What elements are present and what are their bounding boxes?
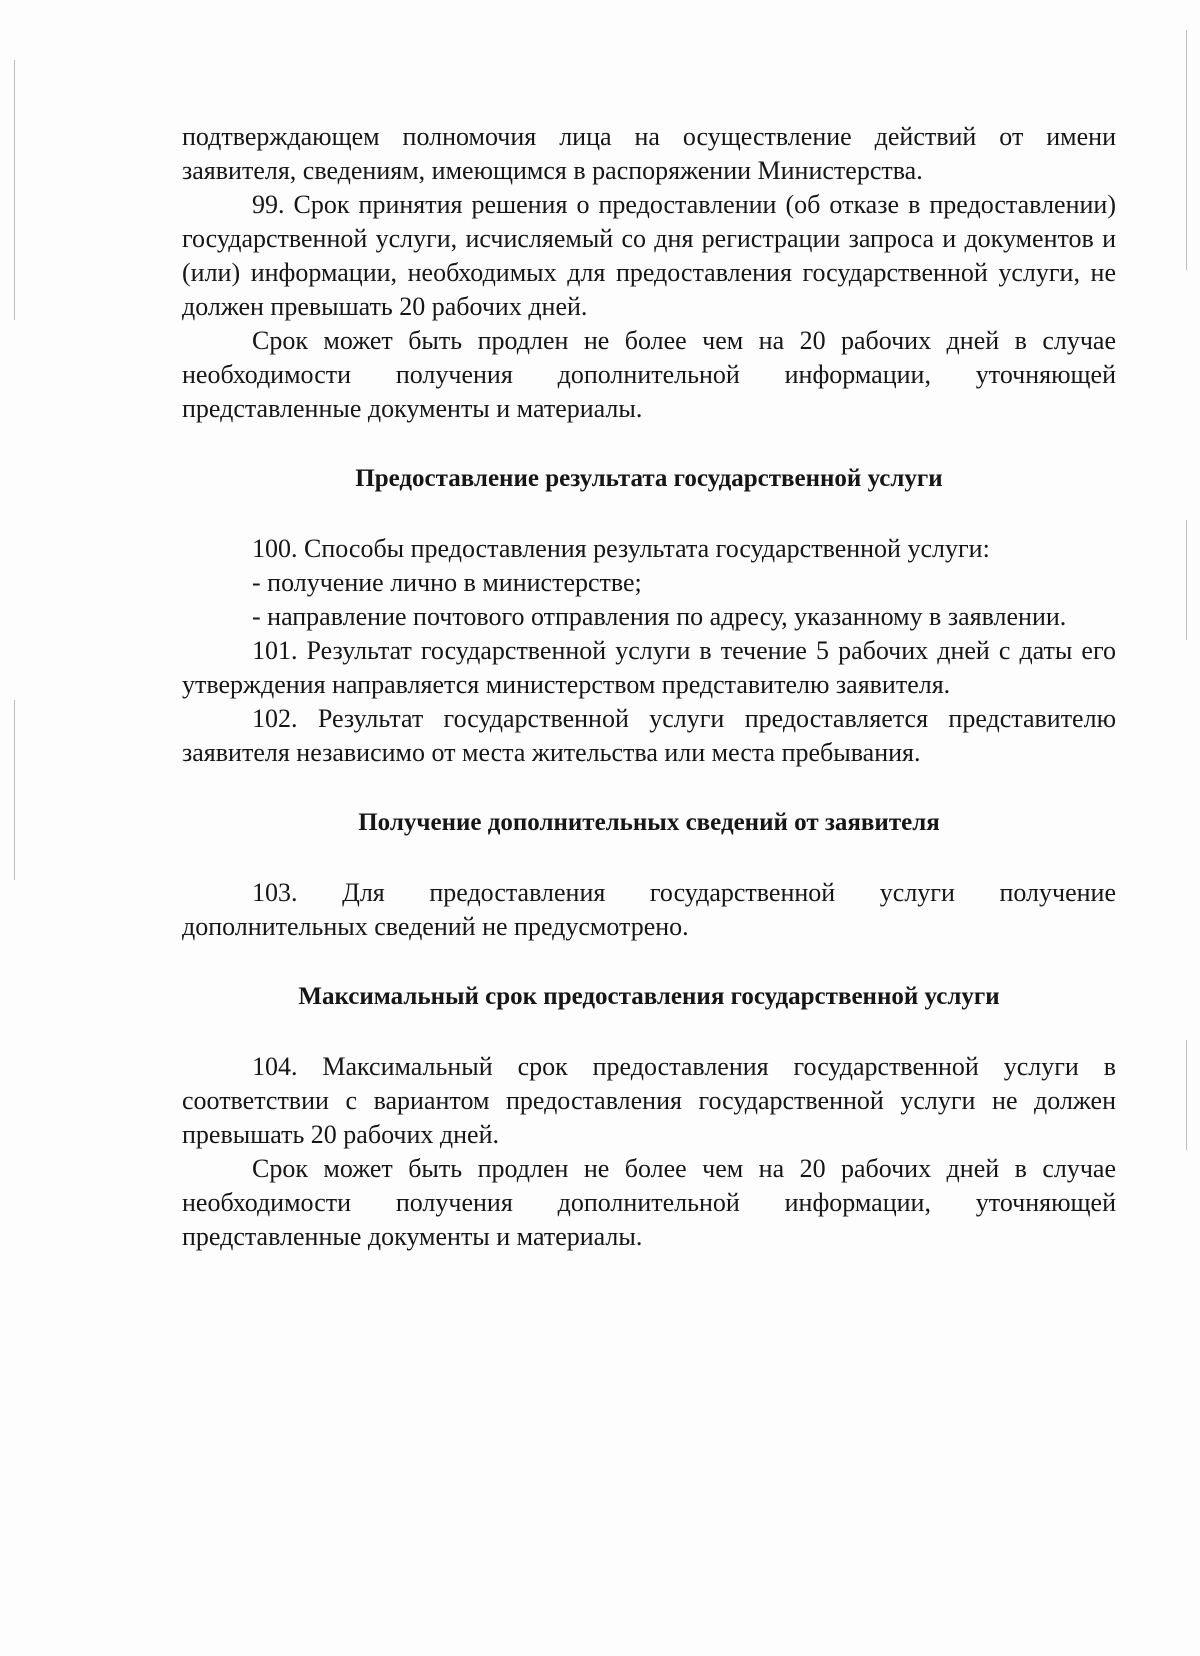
paragraph-104-extension: Срок может быть продлен не более чем на 20 рабочих дней в случае необходимости получения дополнительной информации, уточняющей представленные документы и материалы. <box>182 1154 1116 1251</box>
document-body <box>182 120 1116 1254</box>
paragraph-99-extension: Срок может быть продлен не более чем на 20 рабочих дней в случае необходимости получения дополнительной информации, уточняющей представленные документы и материалы. <box>182 326 1116 423</box>
paragraph-intro: подтверждающем полномочия лица на осуществление действий от имени заявителя, сведениям, имеющимся в распоряжении Министерства. <box>182 122 1116 185</box>
paragraph-99: 99. Срок принятия решения о предоставлении (об отказе в предоставлении) государственной услуги, исчисляемый со дня регистрации запроса и документов и (или) информации, необходимых для предоставления государственной услуги, не должен превышать 20 рабочих дней. <box>182 190 1116 321</box>
paragraph-104: 104. Максимальный срок предоставления государственной услуги в соответствии с вариантом предоставления государственной услуги не должен превышать 20 рабочих дней. <box>182 1052 1116 1149</box>
paragraph-103: 103. Для предоставления государственной услуги получение дополнительных сведений не предусмотрено. <box>182 878 1116 941</box>
heading-result-provision: Предоставление результата государственной услуги <box>355 465 943 492</box>
left-scan-edge-lower <box>14 700 15 880</box>
heading-additional-info: Получение дополнительных сведений от заявителя <box>358 809 940 836</box>
right-scan-edge-lower <box>1186 1040 1187 1150</box>
list-item-postal: - направление почтового отправления по адресу, указанному в заявлении. <box>252 602 1067 631</box>
left-scan-edge <box>14 60 15 320</box>
paragraph-102: 102. Результат государственной услуги предоставляется представителю заявителя независимо от места жительства или места пребывания. <box>182 704 1116 767</box>
paragraph-100: 100. Способы предоставления результата государственной услуги: <box>252 534 990 563</box>
right-scan-edge <box>1186 30 1187 270</box>
heading-max-term: Максимальный срок предоставления государственной услуги <box>298 983 1000 1010</box>
list-item-personal: - получение лично в министерстве; <box>252 568 642 597</box>
right-scan-edge-mid <box>1186 520 1187 640</box>
paragraph-101: 101. Результат государственной услуги в течение 5 рабочих дней с даты его утверждения направляется министерством представителю заявителя. <box>182 636 1116 699</box>
